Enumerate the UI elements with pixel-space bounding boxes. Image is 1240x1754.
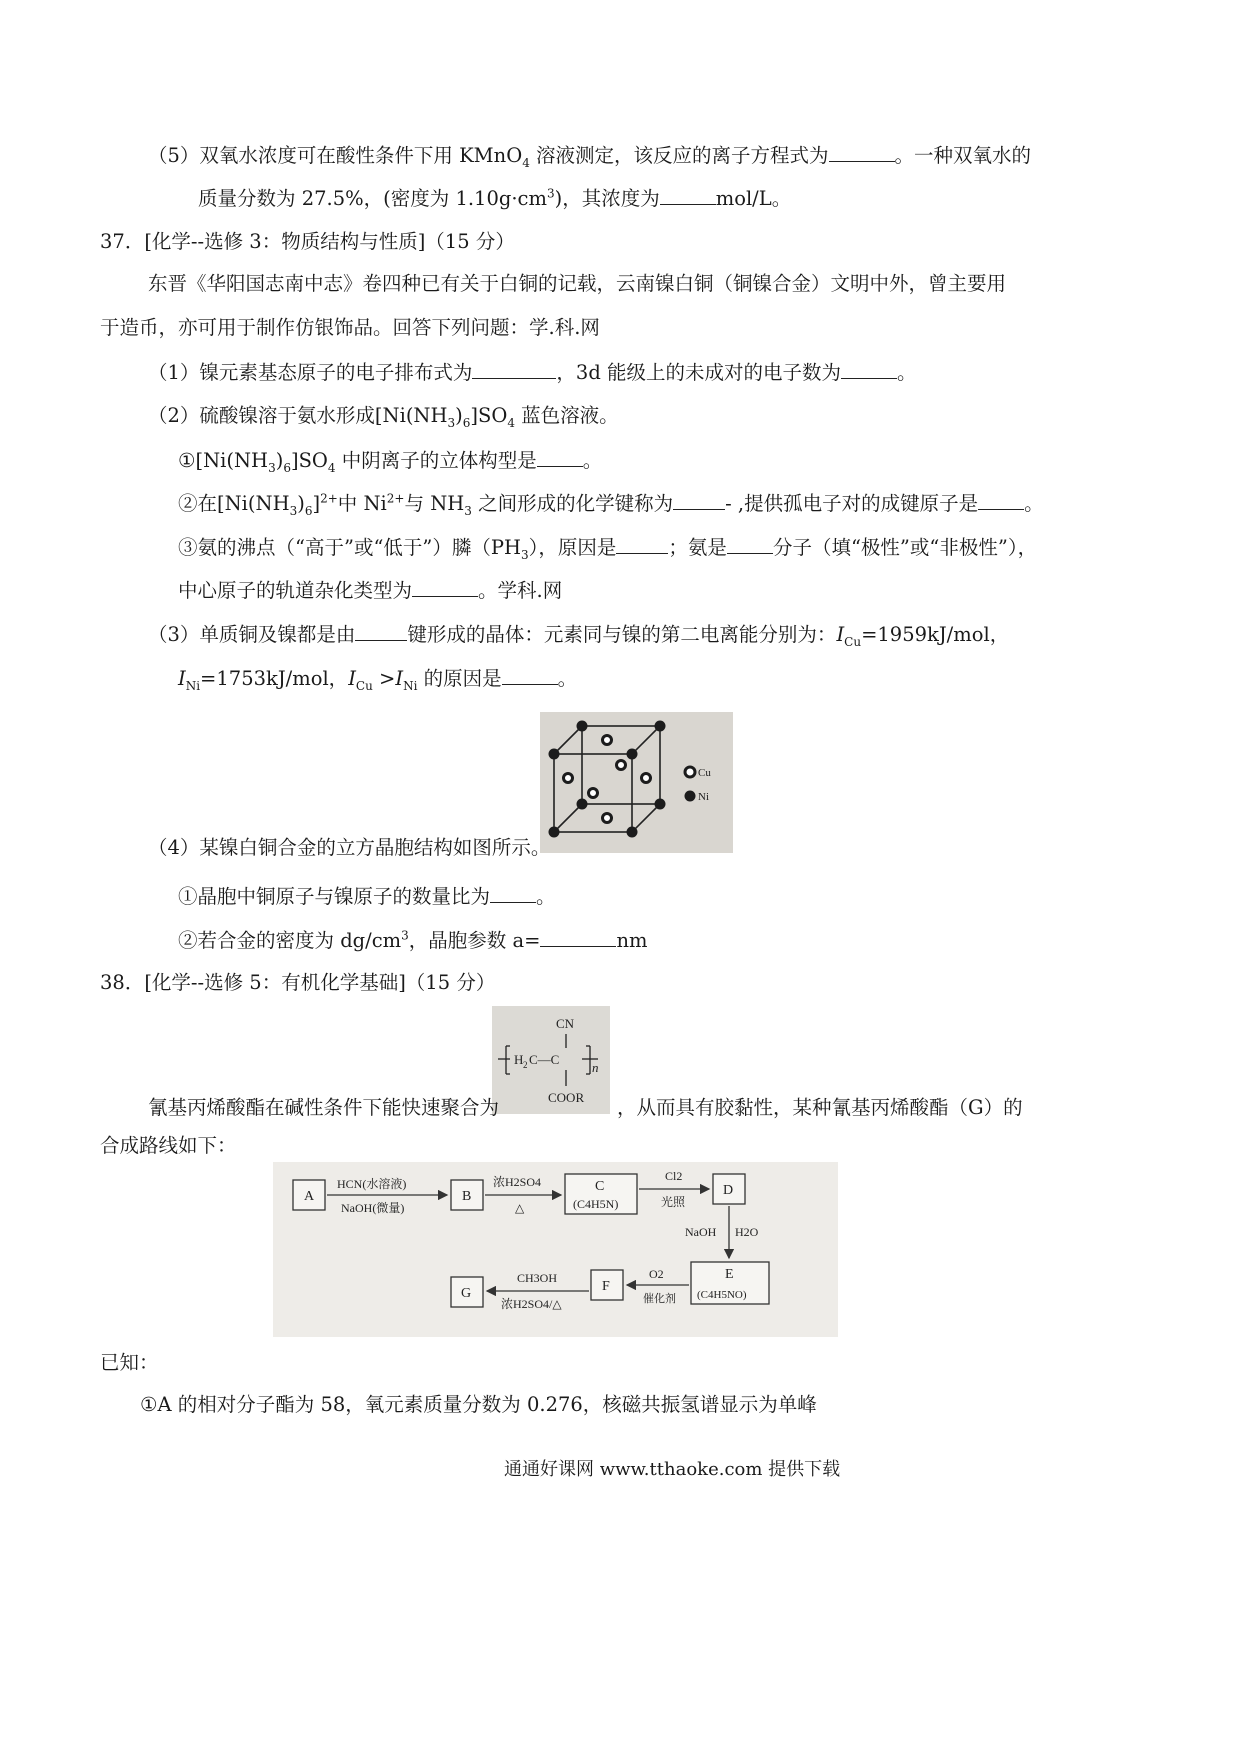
node-b: B xyxy=(462,1189,472,1204)
arrow-bc-top: 浓H2SO4 xyxy=(493,1175,542,1189)
answer-blank[interactable] xyxy=(978,491,1024,510)
synthesis-route-diagram xyxy=(273,1162,838,1337)
answer-blank[interactable] xyxy=(502,666,558,685)
answer-blank[interactable] xyxy=(841,360,897,379)
answer-blank[interactable] xyxy=(355,622,407,641)
known-heading: 已知： xyxy=(100,1351,159,1374)
answer-blank[interactable] xyxy=(660,186,716,205)
answer-blank[interactable] xyxy=(673,491,725,510)
q37-1: （1）镍元素基态原子的电子排布式为 ，3d 能级上的未成对的电子数为 。 xyxy=(148,361,917,384)
cn-group: CN xyxy=(556,1016,575,1031)
arrow-fg-top: CH3OH xyxy=(517,1271,558,1285)
answer-blank[interactable] xyxy=(540,928,616,947)
intro-line-1: 东晋《华阳国志南中志》卷四种已有关于白铜的记载，云南镍白铜（铜镍合金）文明中外，曾主要用 xyxy=(148,272,1007,295)
answer-blank[interactable] xyxy=(727,535,773,554)
question-38-heading: 38．[化学--选修 5：有机化学基础]（15 分） xyxy=(100,971,496,994)
q37-2-2: ②在$[Ni(NH_3)_6]^{2+}$中 $Ni^{2+}$与 $NH_3$ 之间形成的化学键称为 - ,提供孤电子对的成键原子是 。 xyxy=(178,491,1044,518)
node-c-formula: (C4H5N) xyxy=(573,1197,619,1211)
node-g: G xyxy=(461,1286,472,1301)
coor-group: COOR xyxy=(548,1090,585,1105)
node-c: C xyxy=(595,1179,605,1194)
arrow-cd-bottom: 光照 xyxy=(661,1195,686,1209)
answer-blank[interactable] xyxy=(490,884,536,903)
q37-4-2: ②若合金的密度为 $dg/cm^3$，晶胞参数 a= nm xyxy=(178,928,648,952)
node-a: A xyxy=(304,1189,315,1204)
answer-blank[interactable] xyxy=(412,578,478,597)
node-e-formula: (C4H5NO) xyxy=(697,1289,747,1301)
crystal-cell-figure xyxy=(540,712,733,853)
chain-sub: 2 xyxy=(523,1060,528,1070)
arrow-ef-bottom: 催化剂 xyxy=(643,1293,676,1305)
answer-blank[interactable] xyxy=(472,360,556,379)
arrow-cd-top: Cl2 xyxy=(665,1169,683,1183)
arrow-fg-bottom: 浓H2SO4/△ xyxy=(501,1297,562,1311)
intro-line-2: 于造币，亦可用于制作仿银饰品。回答下列问题：学.科.网 xyxy=(100,316,600,339)
node-f: F xyxy=(602,1279,610,1294)
crystal-cell-diagram xyxy=(540,712,733,853)
arrow-ef-top: O2 xyxy=(649,1267,664,1281)
answer-blank[interactable] xyxy=(537,448,583,467)
chain-cc: C—C xyxy=(529,1052,560,1067)
answer-blank[interactable] xyxy=(829,143,895,162)
arrow-bc-bottom: △ xyxy=(515,1201,525,1215)
arrow-de-left: NaOH xyxy=(685,1225,717,1239)
q37-3b: $I_{Ni}=1753kJ$/mol，$I_{Cu} >I_{Ni}$ 的原因是 。 xyxy=(178,667,578,693)
arrow-ab-bottom: NaOH(微量) xyxy=(341,1201,405,1215)
q37-2-1: $①[Ni(NH_3)_6]SO_4$ 中阴离子的立体构型是 。 xyxy=(178,449,603,475)
q5-line-1: （5）双氧水浓度可在酸性条件下用 KMnO$_4$ 溶液测定，该反应的离子方程式为 。一种双氧水的 xyxy=(148,144,1032,170)
known-item-1: ①A 的相对分子酯为 58，氧元素质量分数为 0.276，核磁共振氢谱显示为单峰 xyxy=(140,1393,817,1416)
answer-blank[interactable] xyxy=(616,535,668,554)
q5-line-2: 质量分数为 27.5%，(密度为 $1.10g\cdot cm^3$)，其浓度为 mol/L。 xyxy=(198,186,792,210)
legend-cu: Cu xyxy=(698,767,711,779)
arrow-de-right: H2O xyxy=(735,1225,759,1239)
node-e: E xyxy=(725,1267,734,1282)
degree-n: n xyxy=(592,1060,599,1075)
footer-source: 通通好课网 www.tthaoke.com 提供下载 xyxy=(504,1459,841,1480)
q37-4-1: ①晶胞中铜原子与镍原子的数量比为 。 xyxy=(178,885,556,908)
synthesis-route-figure xyxy=(273,1162,838,1337)
q37-2-3b: 中心原子的轨道杂化类型为 。学科.网 xyxy=(178,579,563,602)
q37-2-3a: ③氨的沸点（“高于”或“低于”）膦$(PH_3)$，原因是 ；氨是 分子（填“极性”或“非极性”）， xyxy=(178,536,1038,562)
arrow-ab-top: HCN(水溶液) xyxy=(337,1177,407,1191)
legend-ni: Ni xyxy=(698,791,709,803)
q37-4: （4）某镍白铜合金的立方晶胞结构如图所示。 xyxy=(148,836,551,859)
q38-line-2: 合成路线如下： xyxy=(100,1134,237,1157)
q37-3a: （3）单质铜及镍都是由 键形成的晶体：元素同与镍的第二电离能分别为：$I_{Cu}=1959kJ$/mol， xyxy=(148,623,1010,649)
q38-line-1: 氰基丙烯酸酯在碱性条件下能快速聚合为 ，从而具有胶黏性，某种氰基丙烯酸酯（G）的 xyxy=(148,1096,1023,1119)
question-37-heading: 37．[化学--选修 3：物质结构与性质]（15 分） xyxy=(100,230,515,253)
q37-2: （2）硫酸镍溶于氨水形成$[Ni(NH_3)_6]SO_4$ 蓝色溶液。 xyxy=(148,404,619,430)
chain-h: H xyxy=(514,1052,524,1067)
node-d: D xyxy=(723,1183,734,1198)
